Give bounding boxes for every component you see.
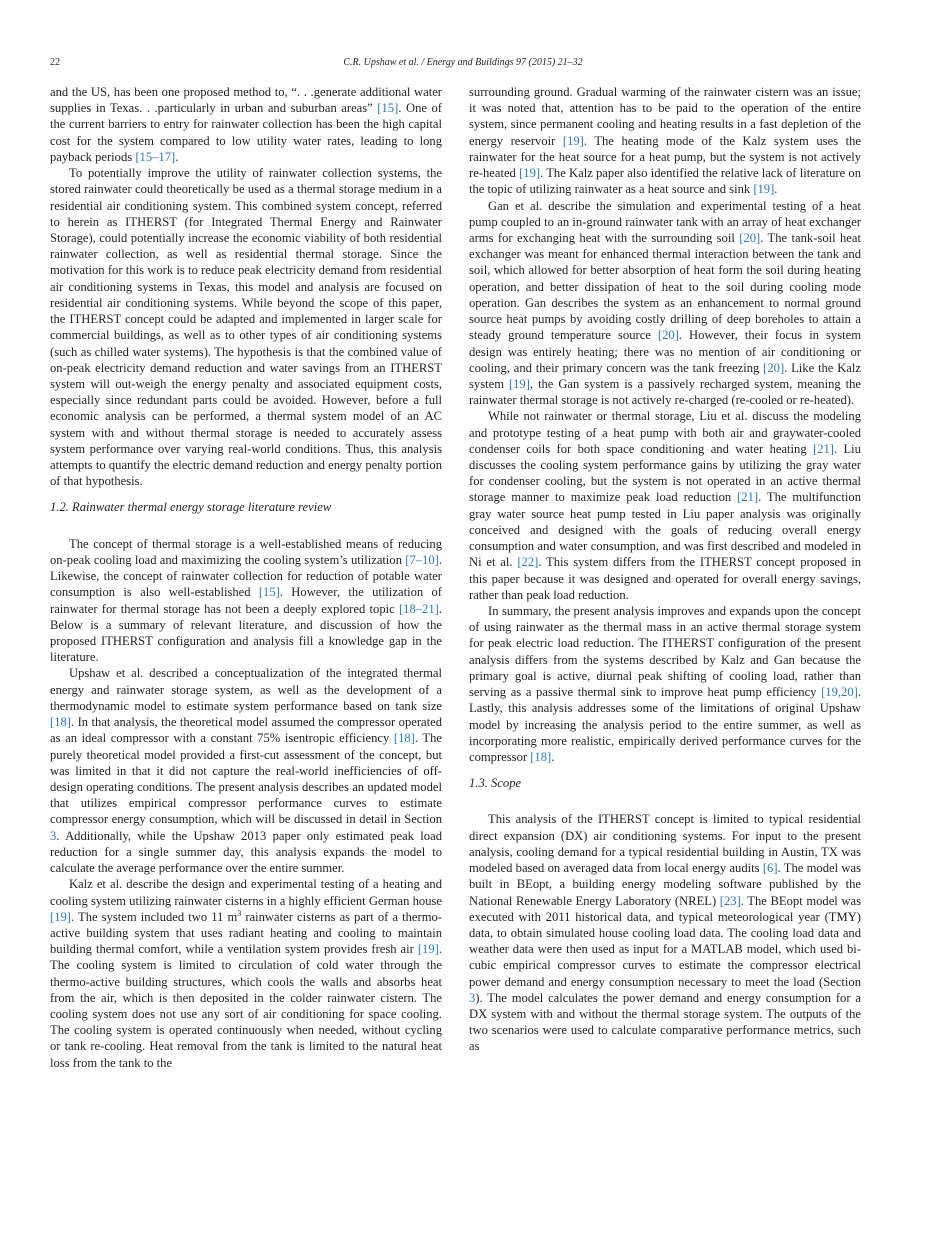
section-link[interactable]: 3 [469, 990, 476, 1005]
citation-link[interactable]: [20] [763, 360, 785, 375]
citation-link[interactable]: [19] [519, 166, 541, 181]
paragraph: surrounding ground. Gradual warming of the rainwater cistern was an issue; it was noted that, attention has to be paid to the operation of the entire system, since permanent cooling and heating results in a fast depletion of the energy reservoir [19]. The heating mode of the Kalz system uses the rainwater for the heat source for a heat pump, but the system is not actively re-heated [19]. The Kalz paper also identified the relative lack of literature on the topic of utilizing rainwater as a heat source and sink [19]. [469, 85, 861, 197]
citation-link[interactable]: [21] [737, 490, 759, 505]
section-heading-1-3: 1.3. Scope [469, 776, 522, 791]
citation-link[interactable]: [15] [377, 101, 399, 116]
page-number: 22 [50, 57, 60, 68]
left-column [50, 84, 442, 1071]
citation-link[interactable]: [20] [739, 230, 761, 245]
citation-link[interactable]: [19] [753, 182, 775, 197]
paragraph: Gan et al. describe the simulation and experimental testing of a heat pump coupled to an in-ground rainwater tank with an array of heat exchanger arms for exchanging heat with the surrounding soil [20]. The tank-soil heat exchanger was meant for enhanced thermal interaction between the tank and soil, which allowed for better absorption of heat form the soil during heating operation, and better dissipation of heat to the soil during cooling mode operation. Gan describes the system as an enhancement to normal ground source heat pumps by avoiding costly drilling of deep boreholes to attain a steady ground temperature source [20]. However, their focus in system design was entirely heating; there was no mention of air conditioning or cooling, and their primary concern was the tank freezing [20]. Like the Kalz system [19], the Gan system is a passively recharged system, meaning the rainwater thermal storage is not actively re-charged (re-cooled or re-heated). [469, 198, 861, 408]
paragraph: In summary, the present analysis improves and expands upon the concept of using rainwater as the thermal mass in an active thermal storage system for peak electric load reduction. The ITHERST configuration of the present analysis differs from the systems described by Kalz and Gan because the primary goal is active, diurnal peak shifting of cooling load, rather than serving as a passive thermal sink to improve heat pump efficiency [19,20]. Lastly, this analysis addresses some of the limitations of original Upshaw model by increasing the analysis period to the entire summer, as well as incorporating more realistic, empirically derived performance curves for the compressor [18]. [469, 604, 861, 764]
paragraph: This analysis of the ITHERST concept is limited to typical residential direct expansion (DX) air conditioning systems. For input to the present analysis, cooling demand for a typical residential building in Austin, TX was modeled based on averaged data from local energy audits [6]. The model was built in BEopt, a building energy modeling software published by the National Renewable Energy Laboratory (NREL) [23]. The BEopt model was executed with 2011 historical data, and typical meteorological year (TMY) data, to obtain simulated house cooling load data. The cooling load data and weather data were then used as input for a MATLAB model, which used bi-cubic empirical compressor curves to estimate the compressor electrical power demand and energy consumption necessary to meet the load (Section 3). The model calculates the power demand and energy consumption for a DX system with and without the thermal storage system. The outputs of the two scenarios were used to calculate comparative performance metrics, such as [469, 812, 861, 1054]
section-link[interactable]: 3 [50, 828, 57, 843]
citation-link[interactable]: [18] [530, 749, 552, 764]
citation-link[interactable]: [6] [762, 861, 778, 876]
citation-link[interactable]: [20] [657, 328, 679, 343]
citation-link[interactable]: [18] [50, 715, 71, 730]
citation-link[interactable]: [15–17] [135, 149, 176, 164]
running-header: C.R. Upshaw et al. / Energy and Buildings 97 (2015) 21–32 [343, 57, 583, 68]
right-column [469, 84, 861, 1055]
paragraph: Kalz et al. describe the design and experimental testing of a heating and cooling system utilizing rainwater cisterns in a highly efficient German house [19]. The system included two 11 $m^3$ rainwater cisterns as part of a thermo-active building system that uses radiant heating and cooling to maintain building thermal comfort, while a ventilation system provides fresh air [19]. The cooling system is limited to circulation of cold water through the thermo-active building structures, which cools the walls and absorbs heat from the air, which is then deposited in the colder rainwater cistern. The cooling system does not use any sort of air conditioning for space cooling. The cooling system is operated continuously when needed, without cycling or tank re-cooling. Heat removal from the tank is limited to the natural heat loss from the tank to the [50, 877, 442, 1070]
citation-link[interactable]: [22] [517, 555, 539, 570]
paragraph: The concept of thermal storage is a well-established means of reducing on-peak cooling load and maximizing the cooling system’s utilization [7–10]. Likewise, the concept of rainwater collection for reduction of potable water consumption is also well-established [15]. However, the utilization of rainwater for thermal storage has not been a deeply explored topic [18–21]. Below is a summary of relevant literature, and discussion of how the proposed ITHERST configuration and analysis fill a knowledge gap in the literature. [50, 536, 442, 665]
citation-link[interactable]: [15] [258, 585, 280, 600]
citation-link[interactable]: [18] [393, 731, 415, 746]
citation-link[interactable]: [19,20] [821, 685, 858, 700]
superscript: 3 [237, 908, 242, 918]
paragraph: To potentially improve the utility of rainwater collection systems, the stored rainwater could theoretically be used as a thermal storage medium in a residential air conditioning system. This combined system concept, referred to herein as ITHERST (for Integrated Thermal Energy and Rainwater Storage), could potentially increase the economic viability of both residential rainwater collection, as well as residential thermal storage. Since the motivation for this work is to reduce peak electricity demand from residential air conditioning systems in Texas, this model and analysis are focused on residential air conditioning systems. While beyond the scope of this paper, the ITHERST concept could be adapted and implemented in larger scale for commercial buildings, as well as to other types of air conditioning systems (such as chilled water systems). The hypothesis is that the combined value of on-peak electricity demand reduction and water savings from an ITHERST system will out-weigh the energy penalty and associated equipment costs, especially since redundant parts could be avoided. However, before a full economic analysis can be performed, a thermal system model of an AC system with and without thermal storage is needed to accurately assess system performance over varying real-world conditions. Thus, this analysis attempts to quantify the electric demand reduction and energy penalty portion of that hypothesis. [50, 166, 442, 489]
paragraph: and the US, has been one proposed method to, “. . .generate additional water supplies in Texas. . .particularly in urban and suburban areas” [15]. One of the current barriers to entry for rainwater collection has been the high capital cost for the system compared to low utility water rates, leading to long payback periods [15–17]. [50, 85, 442, 164]
paragraph: While not rainwater or thermal storage, Liu et al. discuss the modeling and prototype testing of a heat pump with both air and graywater-cooled condenser coils for both space conditioning and water heating [21]. Liu discusses the cooling system performance gains by utilizing the gray water for condenser cooling, but the system is not operated in an active thermal storage manner to maximize peak load reduction [21]. The multifunction gray water source heat pump tested in Liu paper analysis was originally conceived and designed with the goals of reducing overall energy consumption and water consumption, and was first described and modeled in Ni et al. [22]. This system differs from the ITHERST concept proposed in this paper because it was designed and operated for overall energy savings, rather than peak load reduction. [469, 409, 861, 602]
paragraph: Upshaw et al. described a conceptualization of the integrated thermal energy and rainwater storage system, as well as the development of a thermodynamic model to estimate system performance based on tank size [18]. In that analysis, the theoretical model assumed the compressor operated as an ideal compressor with a constant 75% isentropic efficiency [18]. The purely theoretical model provided a first-cut assessment of the concept, but was limited in that it did not capture the real-world inefficiencies of off-design operating conditions. The present analysis describes an updated model that utilizes empirical compressor performance curves to estimate compressor energy consumption, which will be discussed in detail in Section 3. Additionally, while the Upshaw 2013 paper only estimated peak load reduction for a single summer day, this analysis expands the model to calculate the average performance over the entire summer. [50, 666, 442, 876]
citation-link[interactable]: [19] [417, 942, 439, 957]
section-heading-1-2: 1.2. Rainwater thermal energy storage literature review [50, 500, 332, 515]
citation-link[interactable]: [21] [813, 441, 834, 456]
citation-link[interactable]: [19] [508, 376, 530, 391]
citation-link[interactable]: [19] [562, 133, 584, 148]
citation-link[interactable]: [18–21] [398, 601, 439, 616]
citation-link[interactable]: [7–10] [405, 552, 439, 567]
citation-link[interactable]: [23] [719, 893, 741, 908]
citation-link[interactable]: [19] [50, 909, 71, 924]
